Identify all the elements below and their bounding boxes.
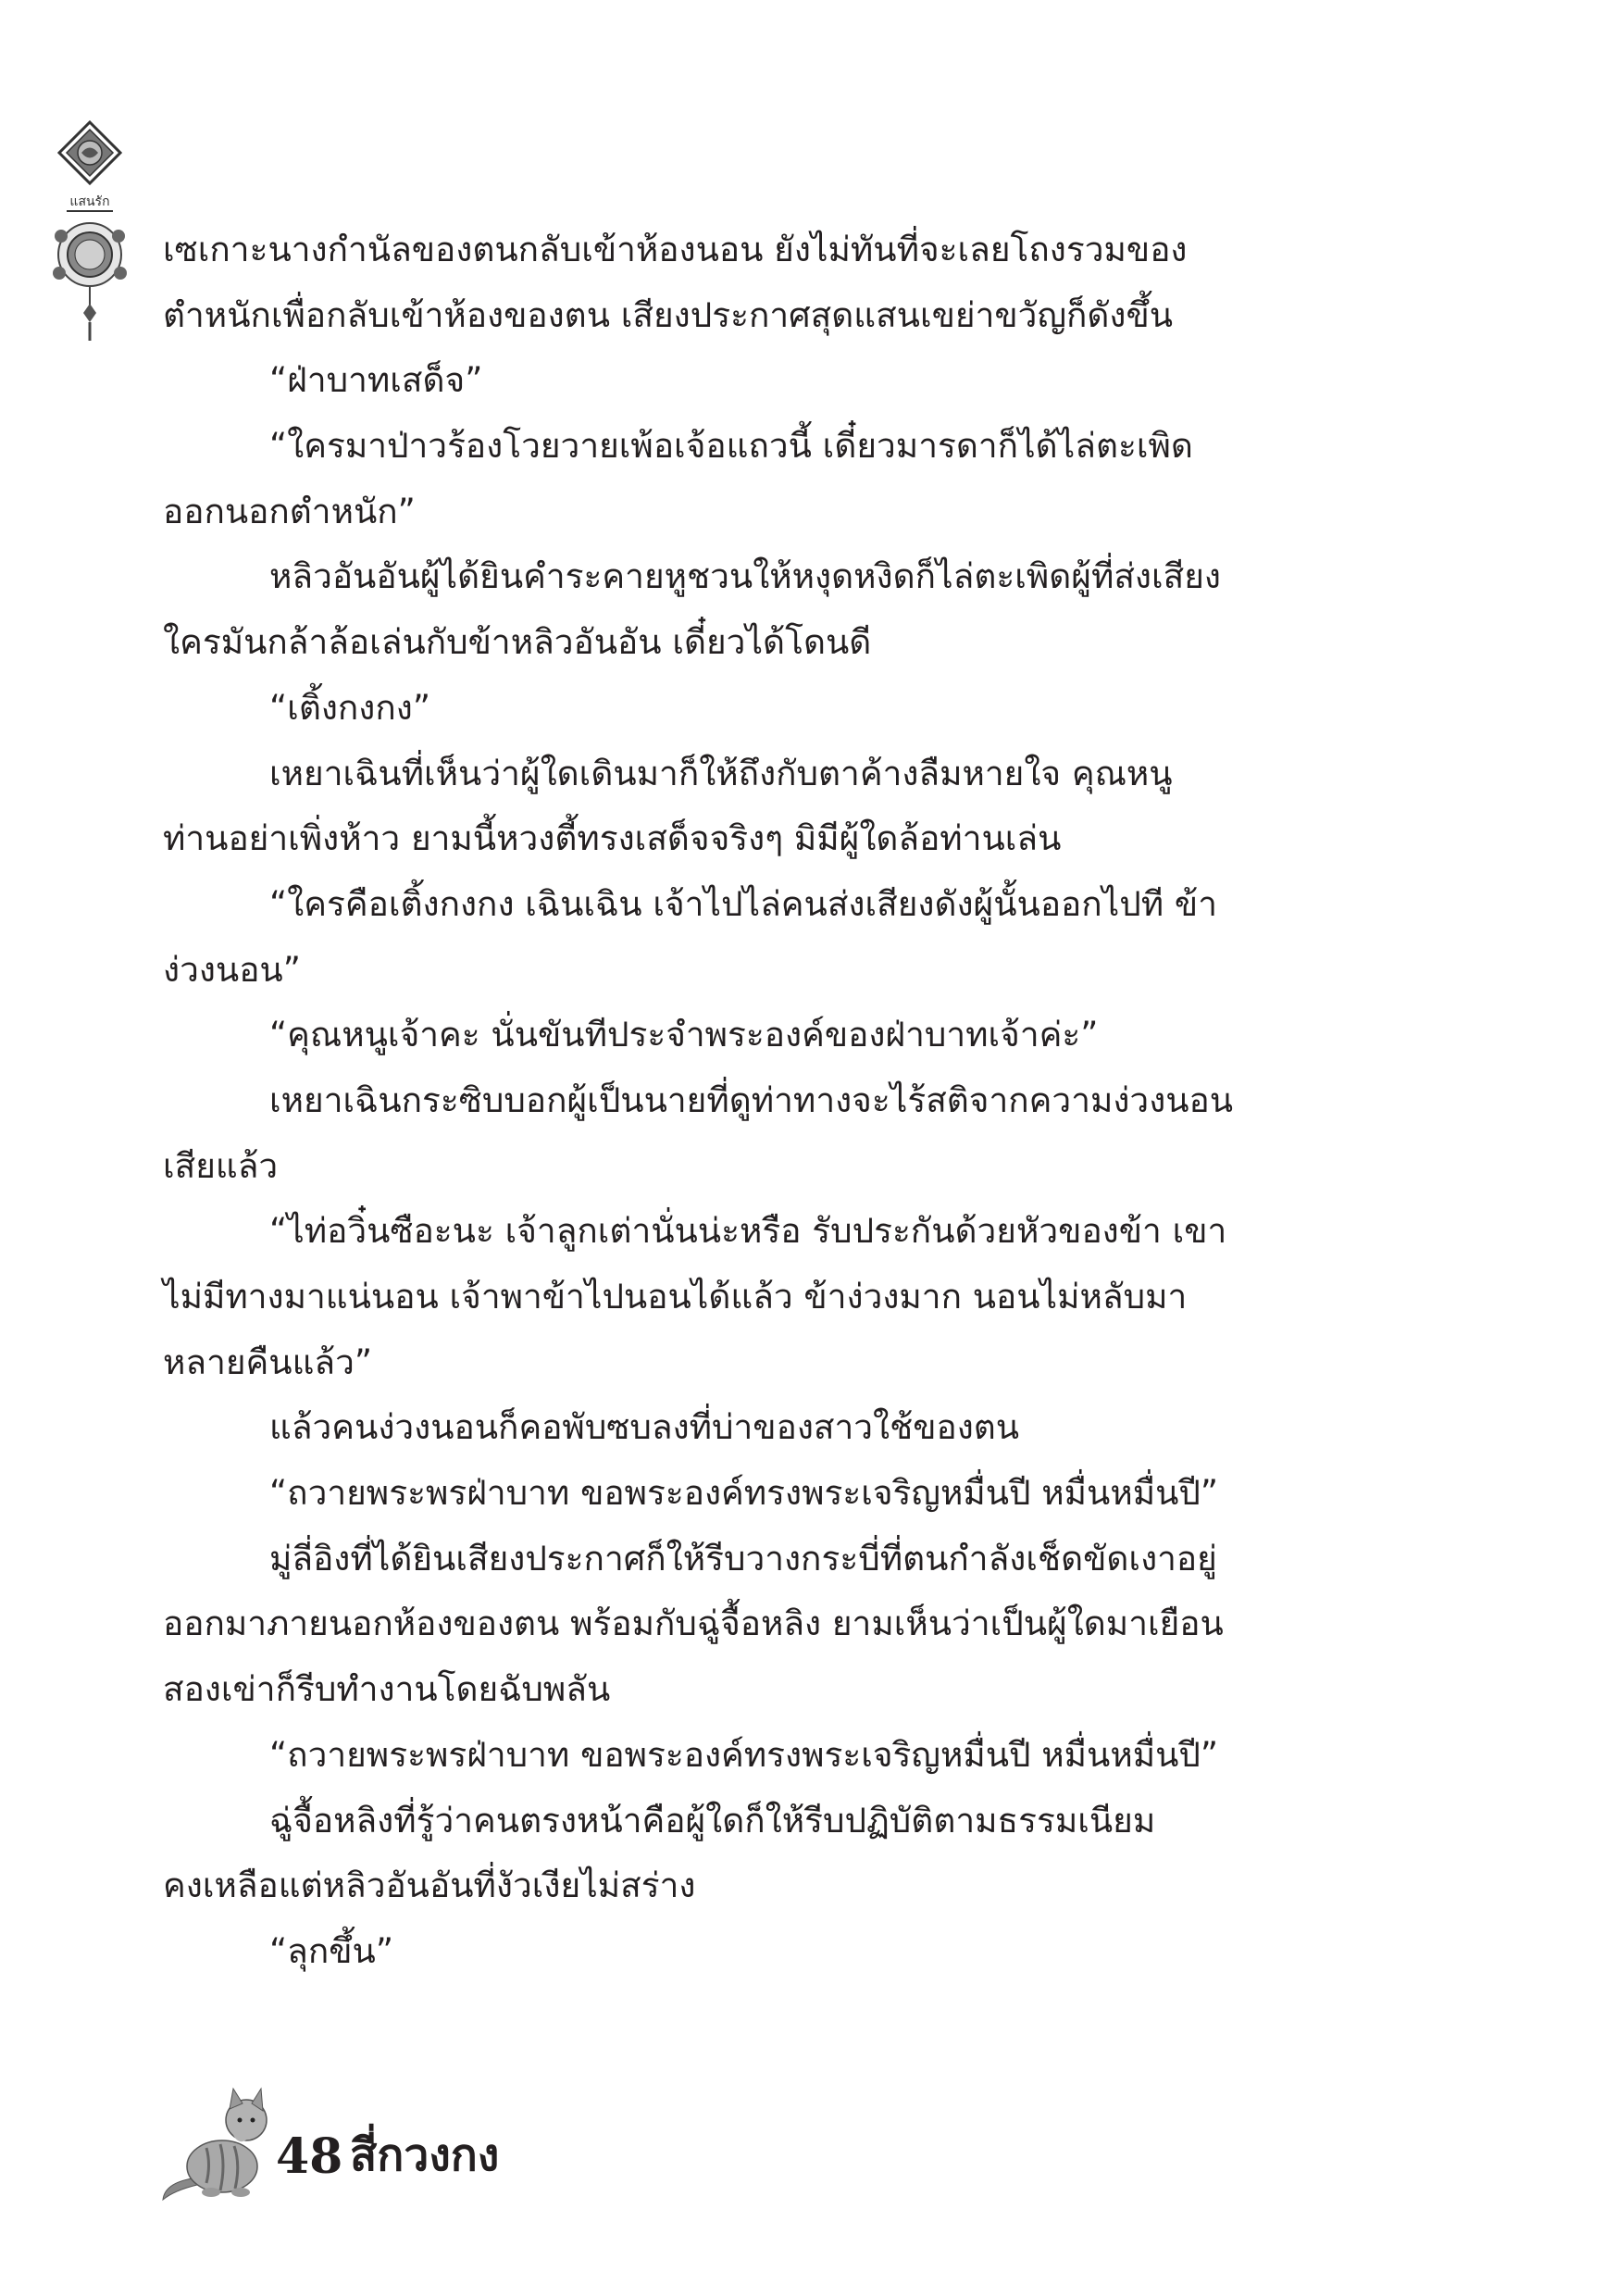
- text-line: ออกนอกตำหนัก”: [163, 491, 416, 531]
- text-line: เหยาเฉินกระซิบบอกผู้เป็นนายที่ดูท่าทางจะไร้สติจากความง่วงนอน: [269, 1079, 1234, 1120]
- text-line: เซเกาะนางกำนัลของตนกลับเข้าห้องนอน ยังไม่ทันที่จะเลยโถงรวมของ: [163, 230, 1188, 269]
- text-line: ท่านอย่าเพิ่งห้าว ยามนี้หวงตี้ทรงเสด็จจริงๆ มิมีผู้ใดล้อท่านเล่น: [163, 818, 1062, 859]
- text-line: “ถวายพระพรฝ่าบาท ขอพระองค์ทรงพระเจริญหมื่นปี หมื่นหมื่นปี”: [269, 1473, 1219, 1514]
- text-line: หลายคืนแล้ว”: [163, 1341, 373, 1382]
- page-number: 48: [276, 2128, 343, 2185]
- text-line: หลิวอันอันผู้ได้ยินคำระคายหูชวนให้หงุดหงิดก็ไล่ตะเพิดผู้ที่ส่งเสียง: [269, 556, 1221, 597]
- ornament-icon: [48, 120, 131, 343]
- text-line: “ฝ่าบาทเสด็จ”: [269, 360, 483, 401]
- cat-icon: [156, 2081, 272, 2202]
- text-line: ง่วงนอน”: [163, 949, 301, 990]
- text-line: ออกมาภายนอกห้องของตน พร้อมกับฉู่จื้อหลิง ยามเห็นว่าเป็นผู้ใดมาเยือน: [163, 1603, 1224, 1644]
- text-line: สองเข่าก็รีบทำงานโดยฉับพลัน: [163, 1669, 611, 1710]
- text-line: ไม่มีทางมาแน่นอน เจ้าพาข้าไปนอนได้แล้ว ข้าง่วงมาก นอนไม่หลับมา: [163, 1277, 1188, 1316]
- text-line: “ใครคือเติ้งกงกง เฉินเฉิน เจ้าไปไล่คนส่งเสียงดังผู้นั้นออกไปที ข้า: [269, 883, 1217, 924]
- text-line: เหยาเฉินที่เห็นว่าผู้ใดเดินมาก็ให้ถึงกับตาค้างลืมหายใจ คุณหนู: [269, 753, 1173, 793]
- text-line: “ไท่อวิ๋นซือะนะ เจ้าลูกเต่านั่นน่ะหรือ รับประกันด้วยหัวของข้า เขา: [269, 1211, 1227, 1252]
- text-line: “ถวายพระพรฝ่าบาท ขอพระองค์ทรงพระเจริญหมื่นปี หมื่นหมื่นปี”: [269, 1734, 1219, 1775]
- text-line: มู่ลี่อิงที่ได้ยินเสียงประกาศก็ให้รีบวางกระบี่ที่ตนกำลังเช็ดขัดเงาอยู่: [269, 1538, 1217, 1578]
- text-line: ฉู่จื้อหลิงที่รู้ว่าคนตรงหน้าคือผู้ใดก็ให้รีบปฏิบัติตามธรรมเนียม: [269, 1800, 1156, 1841]
- text-line: เสียแล้ว: [163, 1145, 279, 1186]
- text-line: “ใครมาป่าวร้องโวยวายเพ้อเจ้อแถวนี้ เดี๋ยวมารดาก็ได้ไล่ตะเพิด: [269, 426, 1193, 467]
- text-line: “คุณหนูเจ้าคะ นั่นขันทีประจำพระองค์ของฝ่าบาทเจ้าค่ะ”: [269, 1015, 1099, 1055]
- book-title: สี่กวงกง: [350, 2129, 500, 2181]
- text-line: แล้วคนง่วงนอนก็คอพับซบลงที่บ่าของสาวใช้ของตน: [269, 1407, 1020, 1448]
- text-line: ตำหนักเพื่อกลับเข้าห้องของตน เสียงประกาศสุดแสนเขย่าขวัญก็ดังขึ้น: [163, 294, 1174, 335]
- page-footer: [156, 2081, 711, 2202]
- text-line: “เติ้งกงกง”: [269, 687, 431, 728]
- body-text: [163, 218, 1366, 1985]
- text-line: คงเหลือแต่หลิวอันอันที่งัวเงียไม่สร่าง: [163, 1866, 696, 1906]
- text-line: “ลุกขึ้น”: [269, 1930, 393, 1971]
- decorative-ornament: [48, 120, 131, 343]
- text-line: ใครมันกล้าล้อเล่นกับข้าหลิวอันอัน เดี๋ยวได้โดนดี: [163, 622, 872, 663]
- svg-text:แสนรัก: แสนรัก: [69, 194, 110, 209]
